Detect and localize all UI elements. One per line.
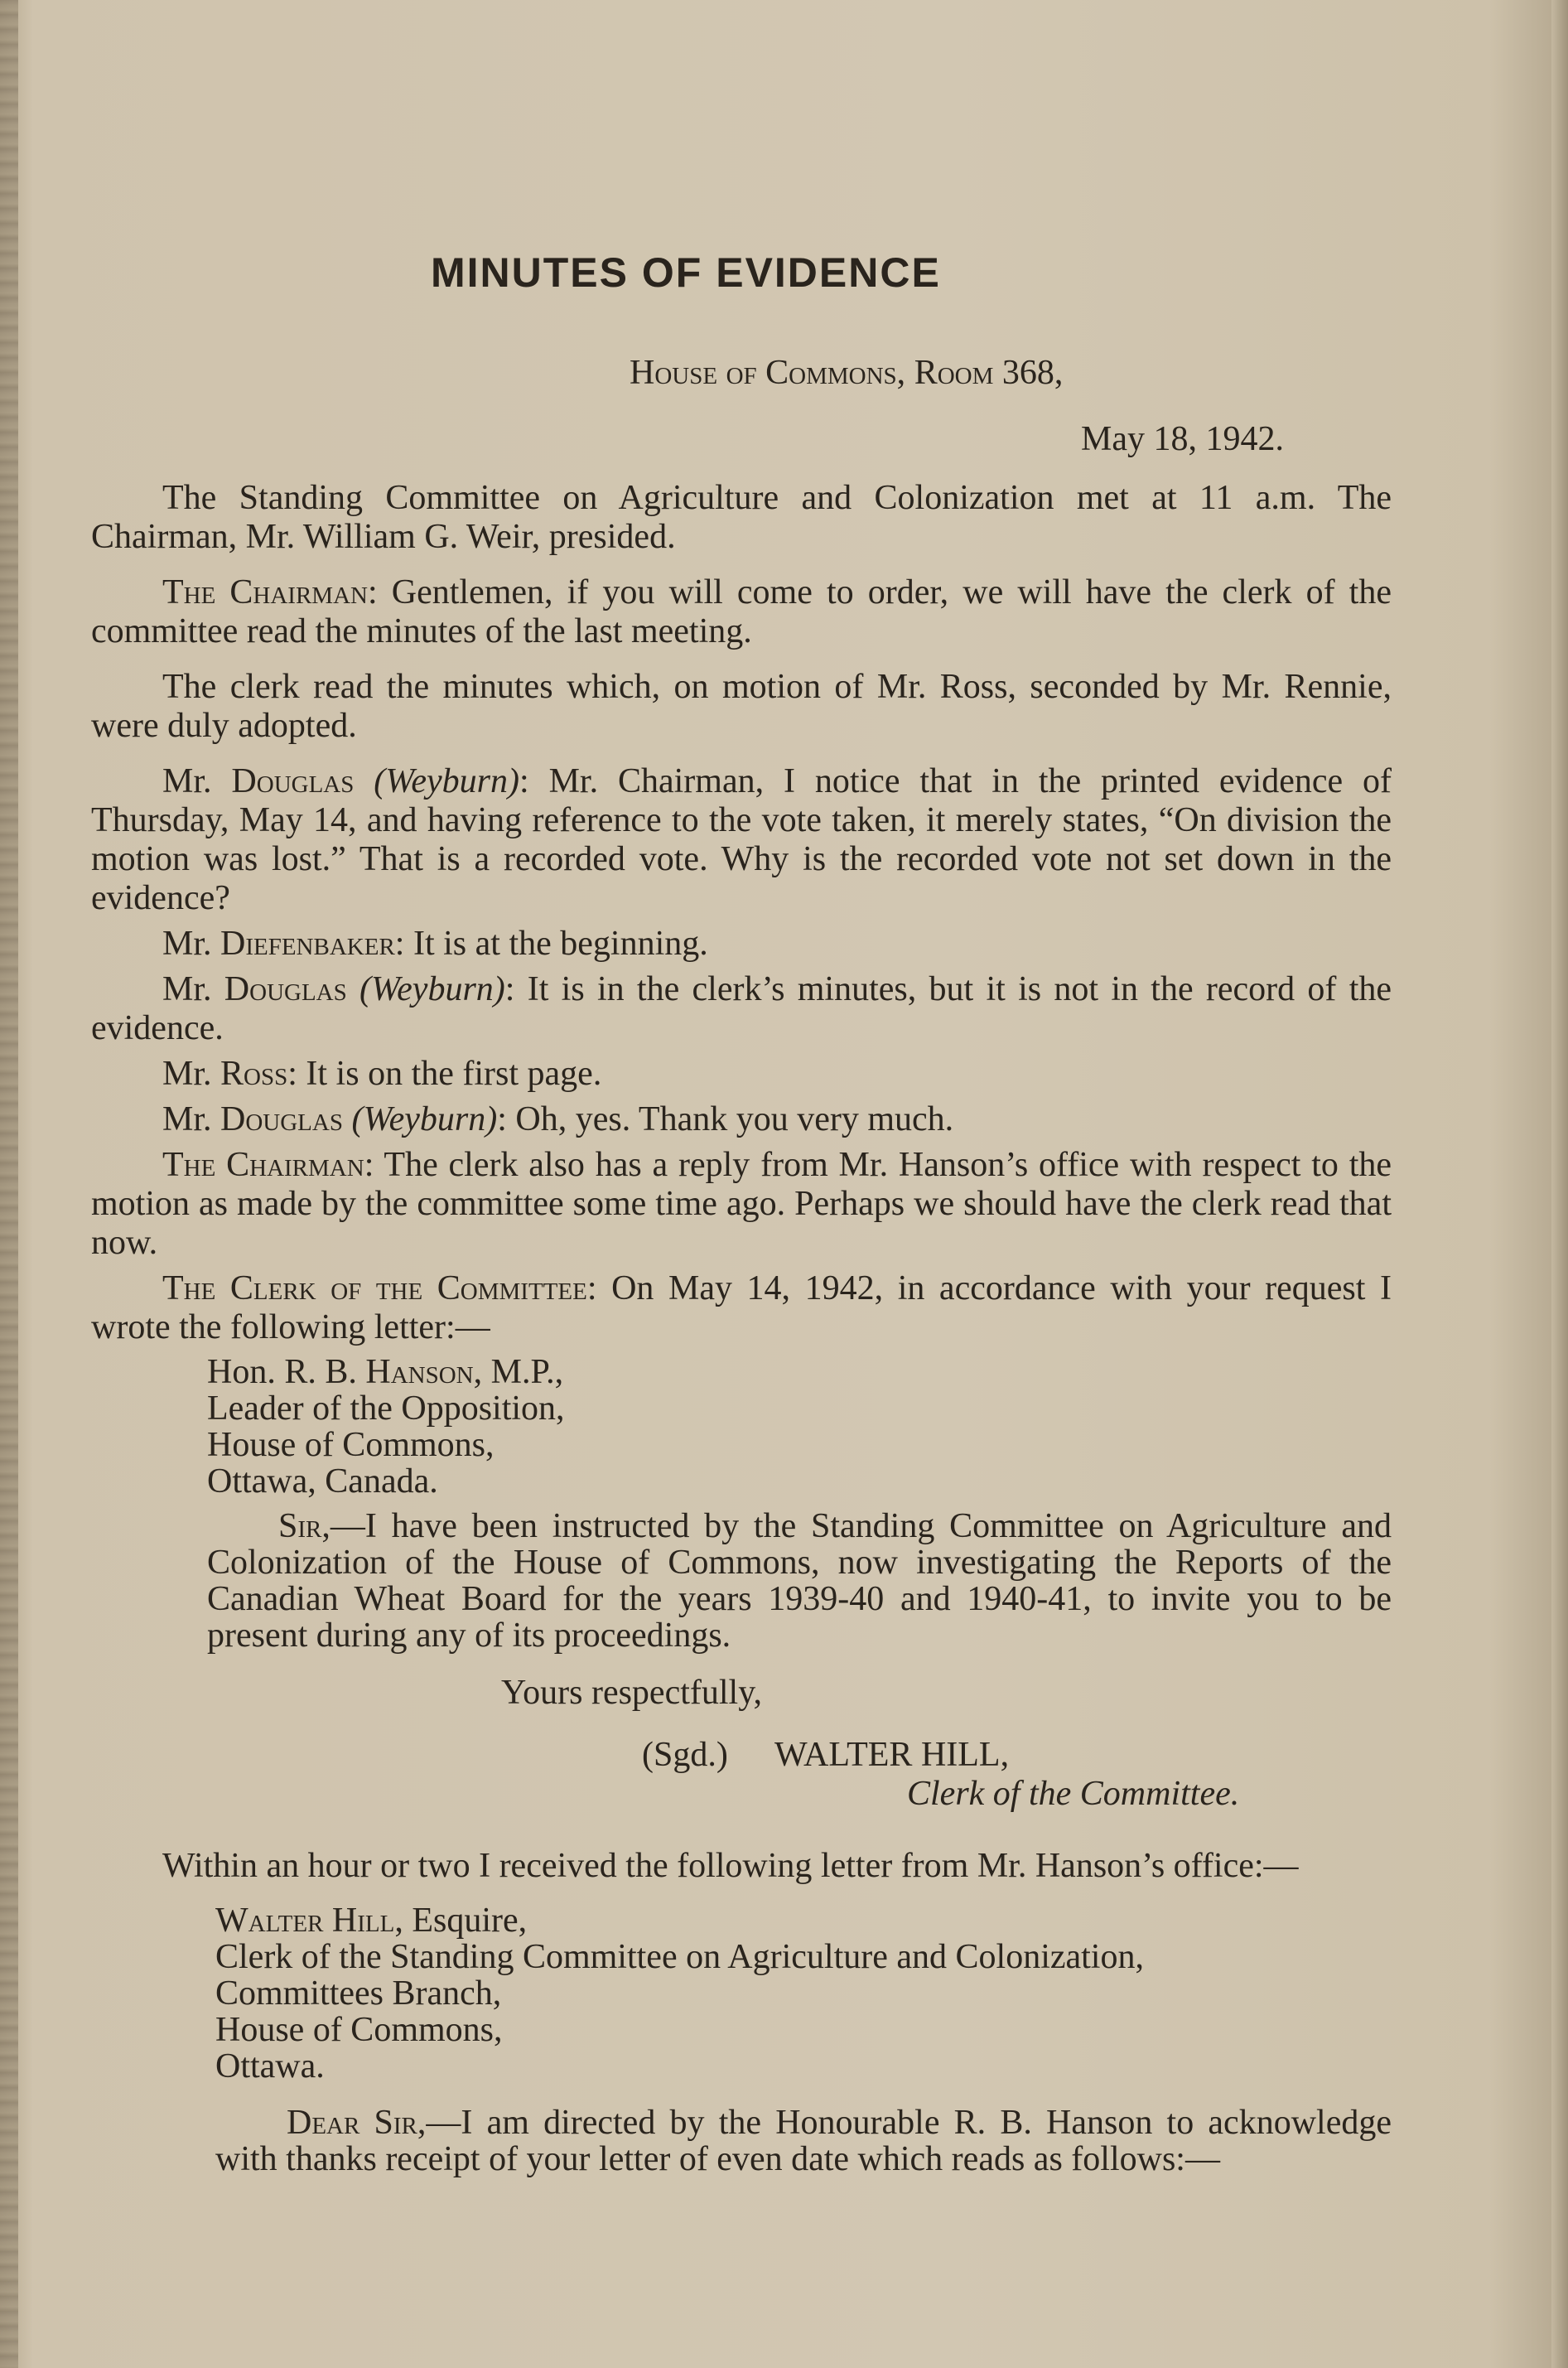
address-suffix: , M.P., — [473, 1353, 564, 1391]
book-spine-shadow — [0, 0, 18, 2368]
letter-text: ,—I am directed by the Honourable R. B. Hanson to acknowledge with thanks receipt of your letter of even date which reads as follows:— — [215, 2104, 1392, 2178]
signer-name: WALTER HILL, — [774, 1736, 1010, 1774]
address-line: House of Commons, — [207, 1426, 495, 1464]
speaker: Diefenbaker — [220, 925, 395, 963]
speaker-title: Mr. — [162, 1055, 221, 1093]
speech: : Oh, yes. Thank you very much. — [497, 1100, 954, 1138]
speaker: The Chairman — [162, 573, 368, 611]
letter1-address — [207, 1354, 1392, 1500]
paragraph-ross — [91, 1055, 1392, 1094]
paragraph-douglas-1 — [91, 762, 1392, 918]
speaker: Ross — [220, 1055, 288, 1093]
speech: : It is at the beginning. — [394, 925, 708, 963]
addressee-name: Walter Hill — [215, 1902, 395, 1940]
signer-role: Clerk of the Committee. — [907, 1775, 1240, 1813]
letter1-closing: Yours respectfully, — [501, 1674, 762, 1712]
paragraph-douglas-3 — [91, 1100, 1392, 1139]
paragraph-chairman-2 — [91, 1146, 1392, 1263]
paragraph-minutes-adopted: The clerk read the minutes which, on motion of Mr. Ross, seconded by Mr. Rennie, were duly adopted. — [91, 668, 1392, 745]
meeting-date: May 18, 1942. — [1081, 420, 1284, 458]
address-line: Ottawa, Canada. — [207, 1462, 438, 1501]
speaker-title: Mr. — [162, 1100, 221, 1138]
speech: : On May 14, 1942, in accordance with your request I wrote the following letter:— — [91, 1269, 1392, 1346]
letter2-address — [215, 1902, 1392, 2085]
letter1-signature — [642, 1736, 1392, 1775]
paragraph-opening: The Standing Committee on Agriculture and Colonization met at 11 a.m. The Chairman, Mr. William G. Weir, presided. — [91, 479, 1392, 556]
speaker-title: Mr. — [162, 925, 221, 963]
speaker: Douglas — [220, 1100, 343, 1138]
letter1-body — [207, 1508, 1392, 1654]
loc-house: House — [630, 354, 718, 392]
speaker: Douglas — [224, 970, 347, 1008]
speech: : It is in the clerk’s minutes, but it is not in the record of the evidence. — [91, 970, 1392, 1047]
speaker-title: Mr. — [162, 762, 232, 800]
letter-text: ,—I have been instructed by the Standing Committee on Agriculture and Colonization of the House of Commons, now investigating the Reports of the Canadian Wheat Board for the years 1939-40 and 1940-41, to invite you to be present during any of its proceedings. — [207, 1507, 1392, 1655]
address-line: Ottawa. — [215, 2047, 325, 2085]
speech: : Gentlemen, if you will come to order, we will have the clerk of the committee read the minutes of the last meeting. — [91, 573, 1392, 650]
speech: : The clerk also has a reply from Mr. Hanson’s office with respect to the motion as made by the committee some time ago. Perhaps we should have the clerk read that now. — [91, 1146, 1392, 1262]
speaker-title: Mr. — [162, 970, 224, 1008]
letter2-body — [215, 2105, 1392, 2177]
speaker: Douglas — [231, 762, 355, 800]
speaker: The Chairman — [162, 1146, 364, 1184]
address-prefix: Hon. R. B. — [207, 1353, 366, 1391]
speaker: The Clerk of the Committee — [162, 1269, 587, 1307]
paragraph-chairman-1 — [91, 573, 1392, 651]
riding: (Weyburn) — [359, 970, 505, 1008]
paragraph-reply-intro: Within an hour or two I received the following letter from Mr. Hanson’s office:— — [162, 1847, 1299, 1885]
speech: : Mr. Chairman, I notice that in the printed evidence of Thursday, May 14, and having reference to the vote taken, it merely states, “On division the motion was lost.” That is a recorded vote. Why is the recorded vote not set down in the evidence? — [91, 762, 1392, 917]
address-line — [215, 1902, 1392, 1939]
loc-room-number: 368, — [1001, 354, 1064, 392]
salutation: Dear Sir — [287, 2104, 417, 2142]
riding: (Weyburn) — [351, 1100, 498, 1138]
address-suffix: , Esquire, — [394, 1902, 528, 1940]
address-line: Committees Branch, — [215, 1974, 502, 2013]
address-line: Clerk of the Standing Committee on Agriculture and Colonization, — [215, 1938, 1144, 1976]
sgd-mark: (Sgd.) — [642, 1736, 728, 1774]
paragraph-diefenbaker — [91, 925, 1392, 964]
location-heading — [630, 353, 1063, 393]
address-line: House of Commons, — [215, 2011, 503, 2049]
paragraph-douglas-2 — [91, 970, 1392, 1048]
paragraph-clerk — [91, 1269, 1392, 1347]
address-line: Leader of the Opposition, — [207, 1389, 565, 1428]
riding: (Weyburn) — [374, 762, 520, 800]
address-line — [207, 1354, 1392, 1390]
speech: : It is on the first page. — [287, 1055, 602, 1093]
page-title: MINUTES OF EVIDENCE — [431, 249, 941, 296]
loc-room: Room — [914, 354, 994, 392]
loc-commons: Commons, — [765, 354, 906, 392]
minutes-body — [91, 479, 1392, 2197]
loc-of: of — [726, 354, 757, 392]
page-edge — [1551, 0, 1568, 2368]
addressee-name: Hanson — [365, 1353, 474, 1391]
salutation: Sir — [278, 1507, 322, 1545]
